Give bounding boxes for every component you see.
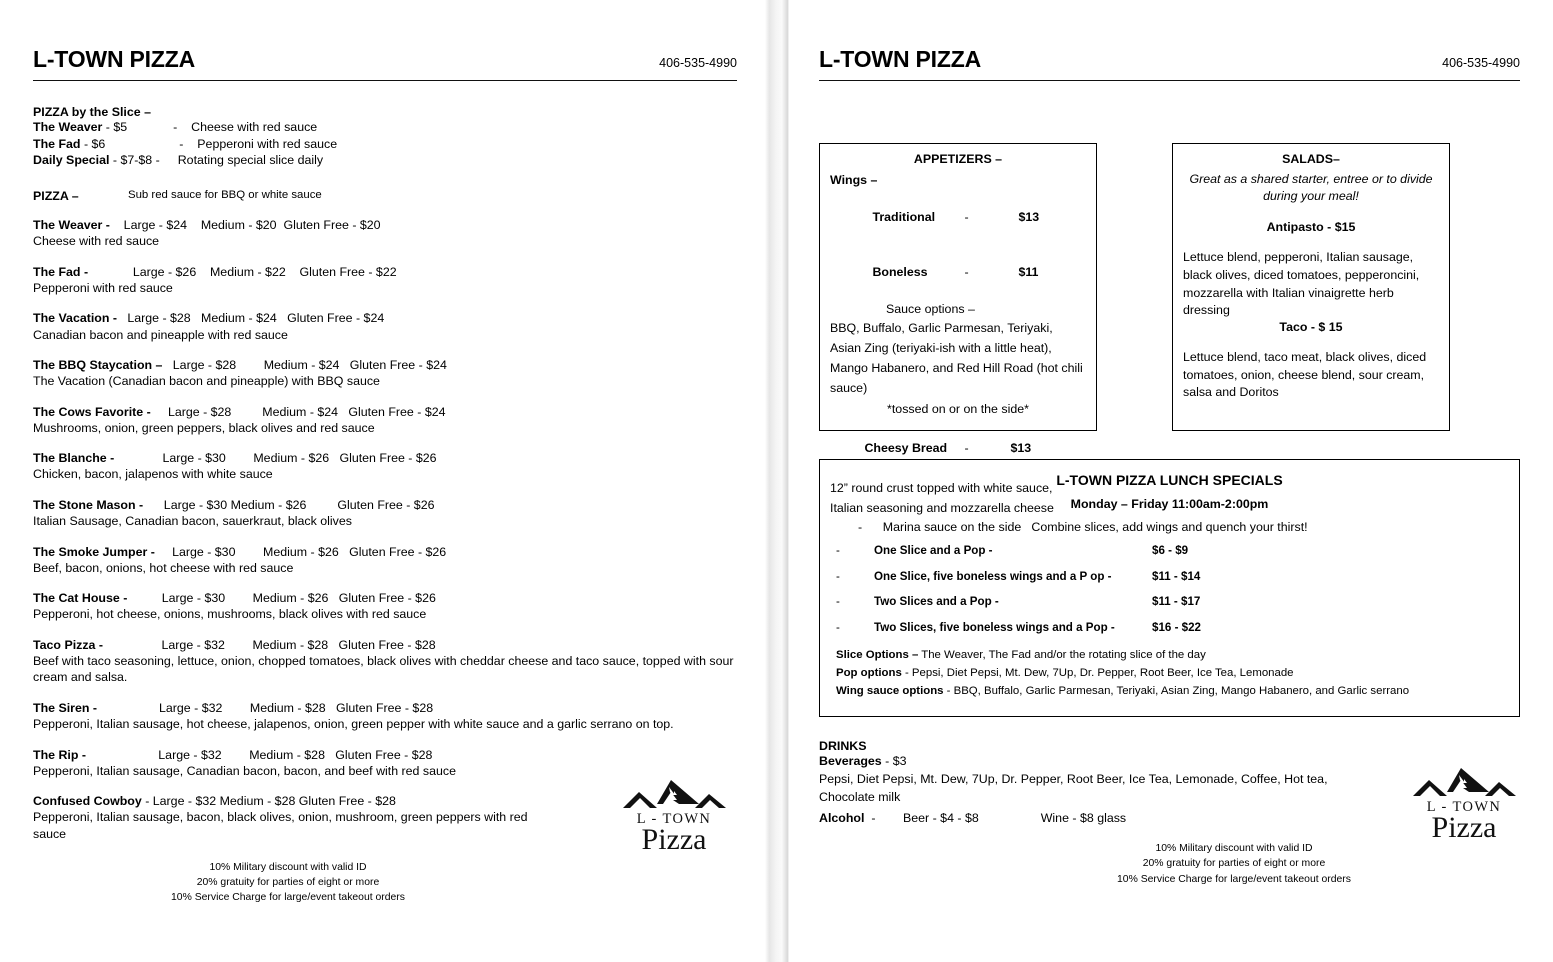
pizza-sauce-note: Sub red sauce for BBQ or white sauce: [128, 189, 322, 202]
slice-dash: -: [173, 120, 178, 134]
wing-price: $11: [1018, 264, 1039, 279]
bullet-dash: -: [836, 544, 840, 557]
pizza-prices: Large - $32 Medium - $28 Gluten Free - $28: [103, 637, 436, 652]
pizza-prices: Large - $30 Medium - $26 Gluten Free - $26: [114, 451, 437, 466]
list-item: [836, 571, 1503, 583]
alcohol-spacer: [979, 811, 1041, 825]
page-title: L-TOWN PIZZA: [819, 46, 981, 72]
cheesy-bread-name: Cheesy Bread: [864, 441, 948, 456]
list-item: [830, 189, 1086, 244]
list-item: [836, 545, 1503, 557]
page-header-right: [819, 0, 1520, 71]
pizza-prices: Large - $30 Medium - $26 Gluten Free - $26: [154, 544, 447, 559]
pizza-name: The BBQ Staycation –: [33, 358, 163, 373]
pizza-desc: Pepperoni, hot cheese, onions, mushrooms, black olives with red sauce: [33, 607, 427, 622]
bullet-dash: -: [836, 595, 840, 609]
pizza-section-heading: PIZZA –: [33, 189, 79, 204]
special-label: Two Slices and a Pop -: [874, 595, 999, 609]
list-item: [33, 497, 737, 530]
pizza-name: The Weaver -: [33, 218, 110, 233]
list-item: [33, 357, 737, 390]
lunch-specials-title: L-TOWN PIZZA LUNCH SPECIALS: [1056, 472, 1283, 488]
page-title: L-TOWN PIZZA: [33, 46, 195, 72]
special-price: $6 - $9: [1152, 544, 1189, 557]
cheesy-bread-desc: 12” round crust topped with white sauce, Italian seasoning and mozzarella cheese: [830, 480, 1054, 516]
logo-left: [613, 778, 735, 852]
pizza-desc: Canadian bacon and pineapple with red sauce: [33, 327, 288, 342]
special-price: $11 - $17: [1152, 595, 1201, 609]
special-price: $16 - $22: [1152, 620, 1201, 634]
alcohol-label: Alcohol: [819, 811, 865, 826]
header-divider: [819, 80, 1520, 81]
pizza-name: The Blanche -: [33, 451, 115, 466]
pizza-name: The Rip -: [33, 747, 86, 762]
slice-dash: -: [179, 136, 184, 151]
slice-price: - $6: [80, 136, 106, 151]
logo-right: [1403, 766, 1525, 840]
pizza-name: The Fad -: [33, 264, 89, 279]
logo-top-text: L - TOWN: [1426, 799, 1502, 815]
pizza-desc: Pepperoni, Italian sausage, bacon, black olives, onion, mushroom, green peppers with red sauce: [33, 810, 528, 841]
pizza-prices: Large - $28 Medium - $24 Gluten Free - $24: [162, 358, 447, 373]
salads-tagline: Great as a shared starter, entree or to divide during your meal!: [1189, 172, 1433, 203]
pizza-name: The Cat House -: [33, 591, 128, 606]
note-military: 10% Military discount with valid ID: [1155, 843, 1313, 855]
slice-desc: Pepperoni with red sauce: [197, 136, 338, 151]
note-gratuity: 20% gratuity for parties of eight or more: [196, 877, 380, 889]
wings-label: Wings –: [830, 173, 878, 187]
pizza-desc: Chicken, bacon, jalapenos with white sauce: [33, 467, 273, 482]
option-label: Wing sauce options: [836, 684, 944, 697]
salad-desc: Lettuce blend, pepperoni, Italian sausage, black olives, diced tomatoes, pepperoncini, mozzarella with Italian vinaigrette herb dressing: [1183, 250, 1420, 318]
salad-name-price: Antipasto - $15: [1266, 220, 1356, 235]
pizza-desc: Beef, bacon, onions, hot cheese with red sauce: [33, 560, 294, 575]
option-text: - BBQ, Buffalo, Garlic Parmesan, Teriyaki, Asian Zing, Mango Habanero, and Garlic serrano: [943, 684, 1410, 697]
pizza-name: The Vacation -: [33, 311, 117, 326]
option-text: - Pepsi, Diet Pepsi, Mt. Dew, 7Up, Dr. Pepper, Root Beer, Ice Tea, Lemonade: [901, 667, 1294, 680]
beverages-list: Pepsi, Diet Pepsi, Mt. Dew, 7Up, Dr. Pepper, Root Beer, Ice Tea, Lemonade, Coffee, Hot tea, Chocolate milk: [819, 772, 1328, 805]
pizza-name: The Smoke Jumper -: [33, 544, 155, 559]
list-item: [836, 683, 1503, 701]
bullet-dash: -: [836, 569, 840, 583]
sauce-options-heading: Sauce options –: [886, 301, 975, 316]
cheesy-bread-dash: -: [964, 441, 969, 456]
pizza-desc: Mushrooms, onion, green peppers, black olives and red sauce: [33, 420, 375, 435]
slice-desc: Rotating special slice daily: [177, 153, 324, 168]
footer-notes-left: [68, 860, 508, 905]
option-label: Pop options: [836, 667, 902, 680]
lunch-specials-tagline: Combine slices, add wings and quench your thirst!: [1031, 520, 1308, 534]
pizza-prices: Large - $30 Medium - $26 Gluten Free - $26: [143, 497, 435, 512]
cheesy-bread-bullet: - Marina sauce on the side: [858, 520, 1022, 535]
pizza-desc: Cheese with red sauce: [33, 234, 160, 249]
list-item: [836, 665, 1503, 683]
pizza-desc: Beef with taco seasoning, lettuce, onion, chopped tomatoes, black olives with cheddar cheese and taco sauce, topped with sour cream and salsa.: [33, 653, 734, 685]
pizza-list: [33, 217, 737, 842]
pizza-prices: - Large - $32 Medium - $28 Gluten Free - $28: [141, 794, 396, 809]
note-gratuity: 20% gratuity for parties of eight or more: [1142, 858, 1326, 870]
tossed-note: *tossed on or on the side*: [887, 402, 1029, 417]
list-item: [33, 264, 737, 297]
list-item: [33, 119, 737, 136]
pizza-desc: Italian Sausage, Canadian bacon, sauerkraut, black olives: [33, 514, 352, 529]
pizza-name: The Stone Mason -: [33, 497, 144, 512]
beverages-label: Beverages: [819, 754, 882, 769]
lunch-specials-hours: Monday – Friday 11:00am-2:00pm: [1070, 497, 1269, 511]
slice-name: Daily Special: [33, 153, 110, 168]
special-price: $11 - $14: [1152, 569, 1201, 583]
pizza-prices: Large - $28 Medium - $24 Gluten Free - $24: [150, 404, 446, 419]
logo-main-text: Pizza: [1431, 811, 1497, 840]
list-item: [830, 244, 1086, 299]
logo-main-text: Pizza: [641, 823, 707, 852]
special-label: One Slice, five boneless wings and a P op -: [874, 569, 1112, 583]
list-item: [33, 152, 737, 169]
footer-notes-right: [1004, 841, 1464, 886]
beverages-price: - $3: [881, 754, 907, 769]
list-item: [33, 310, 737, 343]
menu-page-right: [789, 0, 1553, 962]
list-item: [33, 450, 737, 483]
pizza-desc: Pepperoni, Italian sausage, Canadian bacon, bacon, and beef with red sauce: [33, 763, 456, 778]
list-item: [33, 217, 737, 250]
drinks-title: DRINKS: [819, 739, 867, 754]
list-item: [33, 637, 737, 686]
pizza-prices: Large - $32 Medium - $28 Gluten Free - $28: [97, 700, 434, 715]
list-item: [33, 404, 737, 437]
note-military: 10% Military discount with valid ID: [209, 862, 367, 874]
pizza-prices: Large - $30 Medium - $26 Gluten Free - $26: [127, 591, 436, 606]
pizza-section-heading-row: [33, 189, 737, 203]
pizza-name: Taco Pizza -: [33, 637, 103, 652]
wing-name: Traditional: [872, 209, 936, 224]
note-service-charge: 10% Service Charge for large/event takeout orders: [1117, 873, 1351, 885]
bullet-dash: -: [836, 620, 840, 634]
alcohol-dash: -: [864, 811, 903, 826]
pizza-prices: Large - $24 Medium - $20 Gluten Free - $20: [109, 218, 381, 233]
page-gutter-divider: [765, 0, 789, 962]
slice-price: - $7-$8 -: [109, 153, 160, 168]
pizza-desc: Pepperoni, Italian sausage, hot cheese, jalapenos, onion, green pepper with white sauce and a garlic serrano on top.: [33, 717, 674, 732]
phone-number: 406-535-4990: [1442, 56, 1520, 70]
ltown-pizza-logo-icon: [1403, 766, 1525, 840]
option-text: The Weaver, The Fad and/or the rotating slice of the day: [918, 649, 1206, 662]
pizza-name: The Cows Favorite -: [33, 404, 151, 419]
list-item: [33, 544, 737, 577]
list-item: [33, 747, 737, 780]
wing-name: Boneless: [872, 264, 928, 279]
slice-name: The Fad: [33, 136, 81, 151]
list-item: [836, 596, 1503, 608]
pizza-desc: Pepperoni with red sauce: [33, 280, 173, 295]
pizza-name: The Siren -: [33, 700, 98, 715]
pizza-prices: Large - $26 Medium - $22 Gluten Free - $22: [88, 264, 397, 279]
list-item: [33, 700, 737, 733]
special-label: One Slice and a Pop -: [874, 544, 993, 557]
salads-title: SALADS–: [1282, 152, 1340, 166]
sauce-options-text: BBQ, Buffalo, Garlic Parmesan, Teriyaki, Asian Zing (teriyaki-ish with a little heat), Mango Habanero, and Red Hill Road (hot chili sauce): [830, 320, 1083, 396]
alcohol-beer: Beer - $4 - $8: [903, 811, 979, 826]
pizza-prices: Large - $32 Medium - $28 Gluten Free - $28: [86, 747, 433, 762]
wing-dash: -: [964, 264, 969, 279]
slice-list: [33, 119, 737, 169]
pizza-name: Confused Cowboy: [33, 794, 142, 809]
list-item: [836, 622, 1503, 634]
ltown-pizza-logo-icon: [613, 778, 735, 852]
page-header-left: [33, 0, 737, 71]
lunch-specials-list: [836, 545, 1503, 633]
menu-page-left: [0, 0, 765, 962]
option-label: Slice Options –: [836, 649, 919, 662]
list-item: [33, 136, 737, 153]
appetizers-box: [819, 143, 1097, 535]
slice-price: - $5: [102, 120, 128, 134]
appetizers-title: APPETIZERS –: [913, 152, 1003, 166]
wing-price: $13: [1018, 209, 1040, 224]
list-item: [33, 590, 737, 623]
logo-top-text: L - TOWN: [636, 811, 712, 827]
cheesy-bread-row: [830, 421, 1086, 476]
wing-dash: -: [964, 209, 969, 224]
cheesy-bread-price: $13: [1010, 441, 1032, 456]
pizza-prices: Large - $28 Medium - $24 Gluten Free - $24: [117, 311, 385, 326]
lunch-specials-options: [836, 647, 1503, 700]
pizza-desc: The Vacation (Canadian bacon and pineapple) with BBQ sauce: [33, 374, 380, 389]
slice-desc: Cheese with red sauce: [191, 120, 318, 134]
slice-section-heading: PIZZA by the Slice –: [33, 105, 151, 119]
alcohol-wine: Wine - $8 glass: [1040, 811, 1127, 826]
special-label: Two Slices, five boneless wings and a Pop -: [874, 620, 1115, 634]
salad-name-price: Taco - $ 15: [1279, 319, 1343, 334]
salad-desc: Lettuce blend, taco meat, black olives, diced tomatoes, onion, cheese blend, sour cream, salsa and Doritos: [1183, 349, 1427, 400]
list-item: [836, 647, 1503, 665]
phone-number: 406-535-4990: [659, 56, 737, 70]
header-divider: [33, 80, 737, 81]
slice-name: The Weaver: [33, 120, 103, 134]
note-service-charge: 10% Service Charge for large/event takeout orders: [171, 892, 405, 904]
salads-box: [1172, 143, 1450, 431]
